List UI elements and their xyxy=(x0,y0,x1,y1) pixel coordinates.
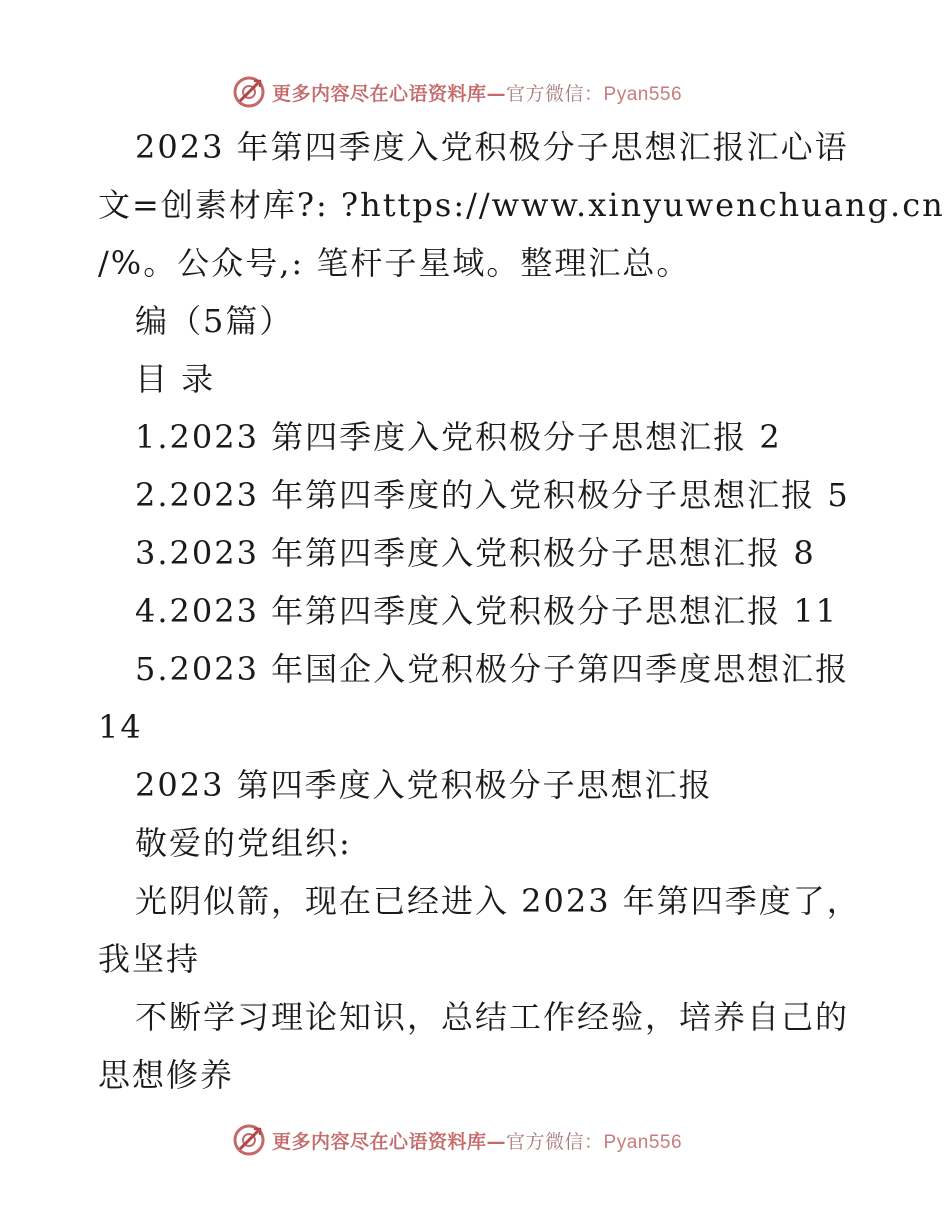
section-title: 2023 第四季度入党积极分子思想汇报 xyxy=(135,766,713,804)
title-line-3: /%。公众号,: 笔杆子星域。整理汇总。 xyxy=(98,244,691,282)
footer-banner xyxy=(232,1120,712,1160)
brand-logo-icon xyxy=(232,75,266,109)
brand-logo-icon xyxy=(232,1123,266,1157)
header-banner xyxy=(232,72,712,112)
title-line-2: 文=创素材库?: ?https://www.xinyuwenchuang.cn xyxy=(98,186,945,224)
paragraph-line: 我坚持 xyxy=(98,940,201,978)
title-line-4: 编（5篇） xyxy=(135,302,294,340)
salutation: 敬爱的党组织: xyxy=(135,824,352,862)
banner-text: 更多内容尽在心语资料库—官方微信：Pyan556 xyxy=(272,82,683,105)
toc-heading: 目 录 xyxy=(135,360,216,398)
toc-item: 4.2023 年第四季度入党积极分子思想汇报 11 xyxy=(135,592,839,630)
toc-item: 5.2023 年国企入党积极分子第四季度思想汇报 xyxy=(135,650,850,688)
toc-item: 2.2023 年第四季度的入党积极分子思想汇报 5 xyxy=(135,476,850,514)
toc-item: 1.2023 第四季度入党积极分子思想汇报 2 xyxy=(135,418,782,456)
toc-item-page: 14 xyxy=(98,708,143,746)
toc-item: 3.2023 年第四季度入党积极分子思想汇报 8 xyxy=(135,534,816,572)
title-line-1: 2023 年第四季度入党积极分子思想汇报汇心语 xyxy=(135,128,849,166)
paragraph-line: 不断学习理论知识，总结工作经验，培养自己的 xyxy=(135,998,850,1036)
banner-text: 更多内容尽在心语资料库—官方微信：Pyan556 xyxy=(272,1130,683,1153)
paragraph-line: 思想修养 xyxy=(98,1056,235,1094)
paragraph-line: 光阴似箭，现在已经进入 2023 年第四季度了， xyxy=(135,882,861,920)
